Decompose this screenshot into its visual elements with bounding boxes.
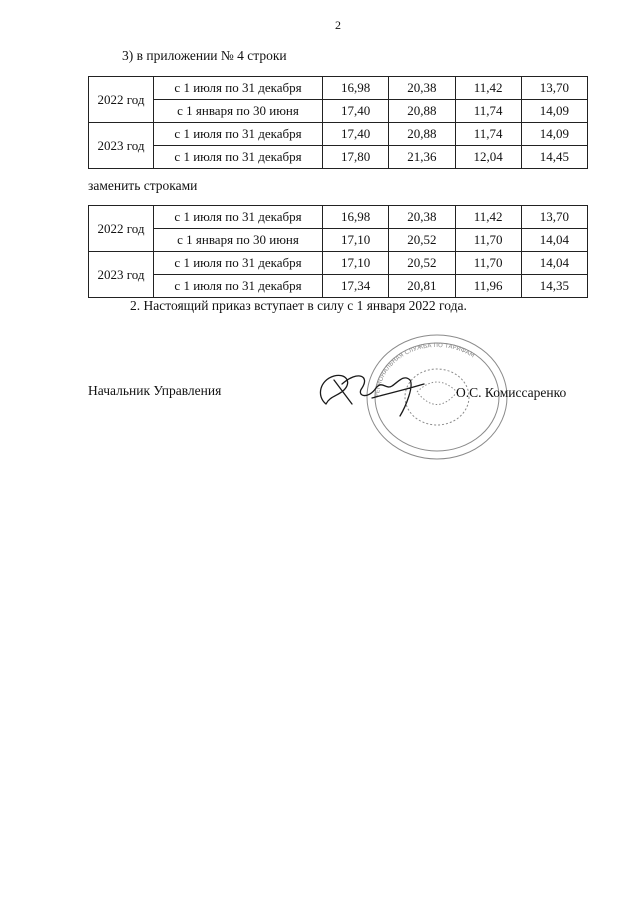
value-cell: 11,74 bbox=[455, 123, 521, 146]
value-cell: 11,42 bbox=[455, 77, 521, 100]
value-cell: 13,70 bbox=[521, 77, 587, 100]
table-new-rows bbox=[88, 205, 588, 298]
value-cell: 14,04 bbox=[521, 229, 587, 252]
value-cell: 20,81 bbox=[389, 275, 455, 298]
value-cell: 17,34 bbox=[323, 275, 389, 298]
table-row bbox=[89, 100, 588, 123]
period-cell: с 1 июля по 31 декабря bbox=[154, 146, 323, 169]
table-old-rows bbox=[88, 76, 588, 169]
replace-label: заменить строками bbox=[88, 178, 198, 193]
value-cell: 13,70 bbox=[521, 206, 587, 229]
handwritten-signature bbox=[312, 360, 432, 420]
period-cell: с 1 января по 30 июня bbox=[154, 100, 323, 123]
table-row bbox=[89, 206, 588, 229]
value-cell: 14,04 bbox=[521, 252, 587, 275]
period-cell: с 1 июля по 31 декабря bbox=[154, 275, 323, 298]
value-cell: 16,98 bbox=[323, 77, 389, 100]
signer-name: О.С. Комиссаренко bbox=[456, 385, 567, 400]
value-cell: 17,40 bbox=[323, 123, 389, 146]
value-cell: 14,09 bbox=[521, 100, 587, 123]
value-cell: 14,45 bbox=[521, 146, 587, 169]
table-row bbox=[89, 146, 588, 169]
value-cell: 20,52 bbox=[389, 252, 455, 275]
value-cell: 12,04 bbox=[455, 146, 521, 169]
table-row bbox=[89, 123, 588, 146]
page-number: 2 bbox=[335, 18, 341, 32]
value-cell: 11,74 bbox=[455, 100, 521, 123]
value-cell: 11,70 bbox=[455, 252, 521, 275]
table-row bbox=[89, 229, 588, 252]
period-cell: с 1 января по 30 июня bbox=[154, 229, 323, 252]
table-row bbox=[89, 77, 588, 100]
signer-position: Начальник Управления bbox=[88, 383, 222, 398]
value-cell: 17,80 bbox=[323, 146, 389, 169]
value-cell: 17,10 bbox=[323, 229, 389, 252]
table-row bbox=[89, 252, 588, 275]
period-cell: с 1 июля по 31 декабря bbox=[154, 123, 323, 146]
value-cell: 11,96 bbox=[455, 275, 521, 298]
year-cell: 2023 год bbox=[89, 123, 154, 169]
year-cell: 2022 год bbox=[89, 77, 154, 123]
value-cell: 11,42 bbox=[455, 206, 521, 229]
value-cell: 14,35 bbox=[521, 275, 587, 298]
value-cell: 21,36 bbox=[389, 146, 455, 169]
value-cell: 20,38 bbox=[389, 77, 455, 100]
stamp-text: РЕГИОНАЛЬНАЯ СЛУЖБА ПО ТАРИФАМ bbox=[373, 341, 476, 398]
period-cell: с 1 июля по 31 декабря bbox=[154, 77, 323, 100]
value-cell: 20,52 bbox=[389, 229, 455, 252]
value-cell: 20,88 bbox=[389, 123, 455, 146]
value-cell: 11,70 bbox=[455, 229, 521, 252]
period-cell: с 1 июля по 31 декабря bbox=[154, 252, 323, 275]
value-cell: 16,98 bbox=[323, 206, 389, 229]
closing-paragraph: 2. Настоящий приказ вступает в силу с 1 января 2022 года. bbox=[130, 298, 467, 313]
value-cell: 14,09 bbox=[521, 123, 587, 146]
year-cell: 2022 год bbox=[89, 206, 154, 252]
value-cell: 17,10 bbox=[323, 252, 389, 275]
year-cell: 2023 год bbox=[89, 252, 154, 298]
value-cell: 20,88 bbox=[389, 100, 455, 123]
period-cell: с 1 июля по 31 декабря bbox=[154, 206, 323, 229]
table-row bbox=[89, 275, 588, 298]
value-cell: 17,40 bbox=[323, 100, 389, 123]
intro-line: 3) в приложении № 4 строки bbox=[122, 48, 287, 63]
value-cell: 20,38 bbox=[389, 206, 455, 229]
